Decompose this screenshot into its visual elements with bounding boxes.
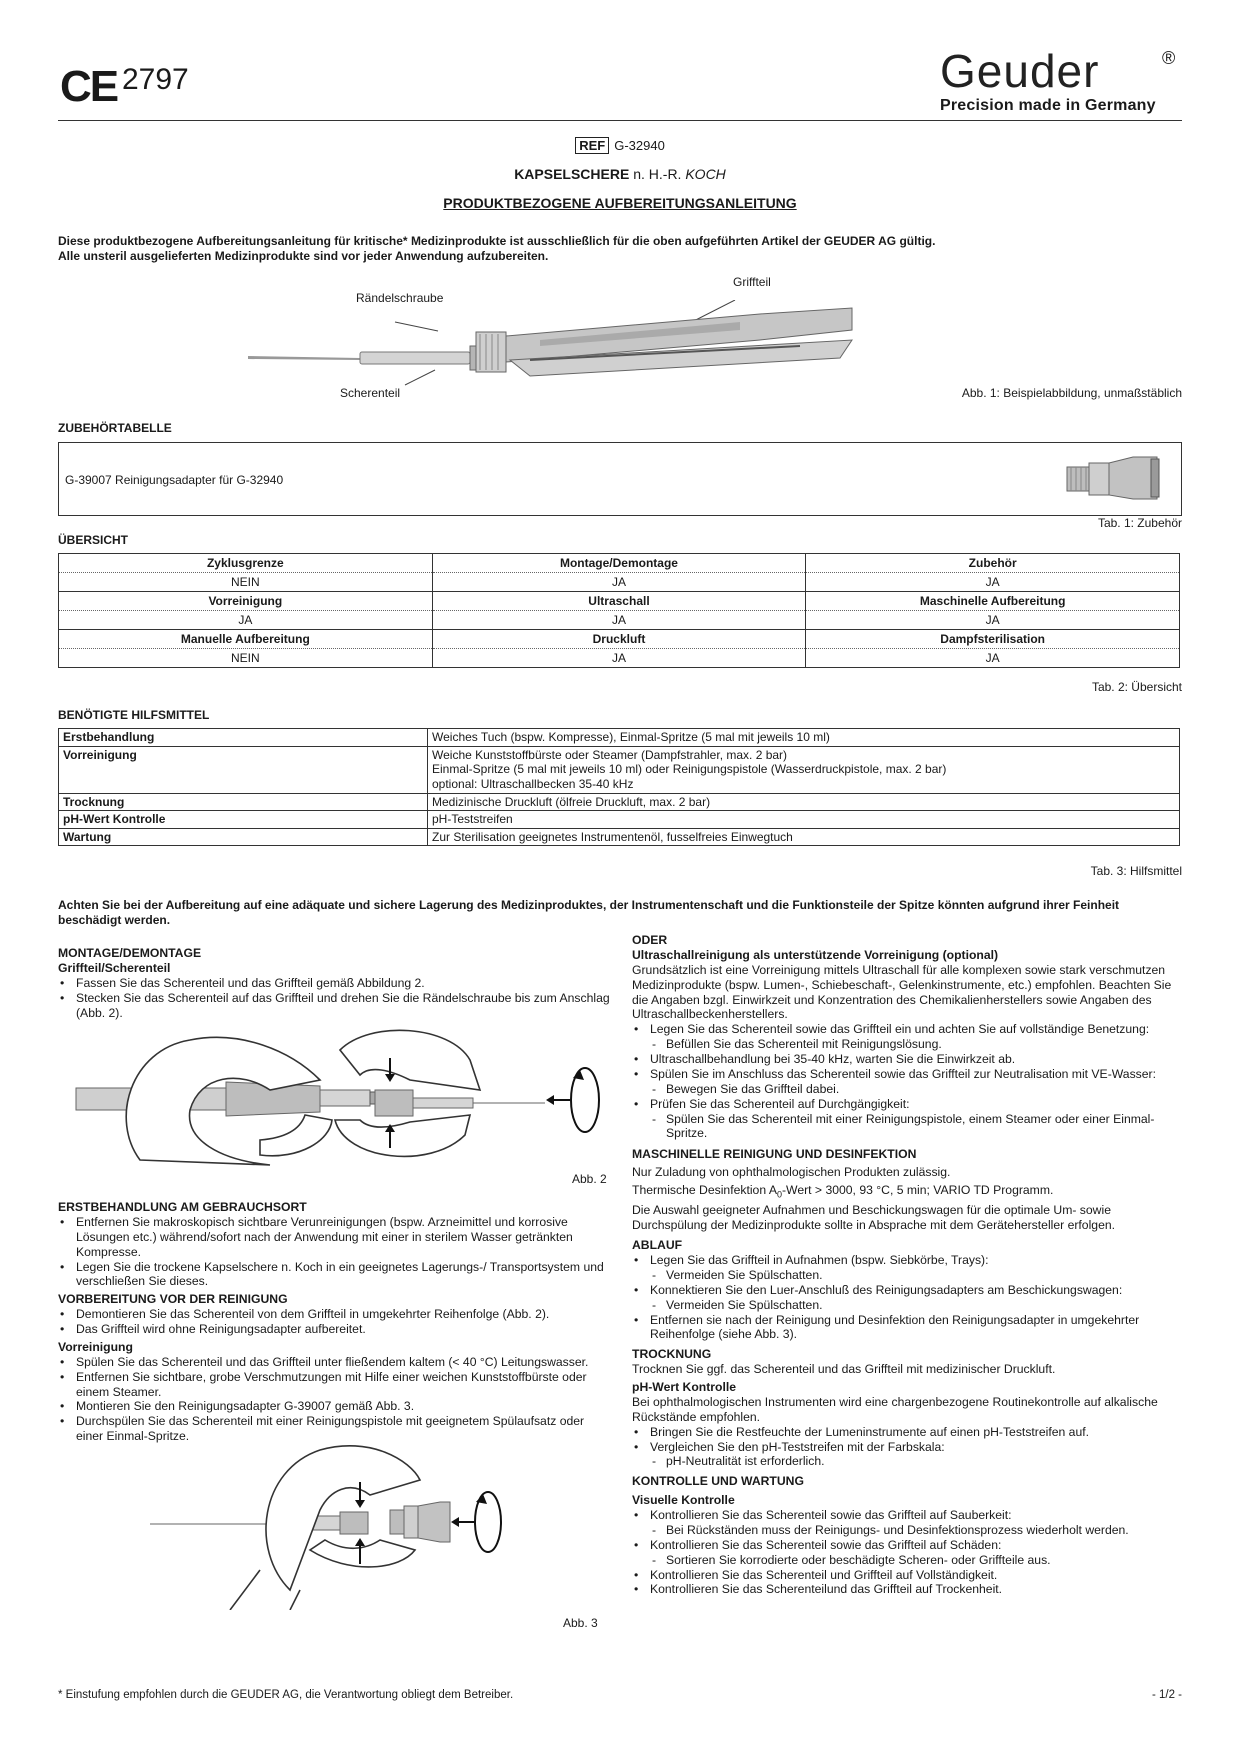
list-item: • Prüfen Sie das Scherenteil auf Durchgängigkeit: — [632, 1097, 1184, 1112]
intro-line-1: Diese produktbezogene Aufbereitungsanleitung für kritische* Medizinprodukte ist ausschließlich für die oben aufgeführten Artikel der GEUDER AG gültig. — [58, 234, 936, 248]
list-item: • Das Griffteil wird ohne Reinigungsadapter aufbereitet. — [58, 1322, 610, 1337]
overview-header: Ultraschall — [432, 592, 806, 611]
overview-table — [58, 553, 1180, 668]
list-item: • Kontrollieren Sie das Scherenteil und Griffteil auf Vollständigkeit. — [632, 1568, 1184, 1583]
overview-header: Druckluft — [432, 630, 806, 649]
list-item: • Entfernen Sie sichtbare, grobe Verschmutzungen mit Hilfe einer weichen Kunststoffbürste oder einem Steamer. — [58, 1370, 610, 1400]
aids-value — [428, 828, 1180, 846]
ph-heading: pH-Wert Kontrolle — [632, 1380, 737, 1395]
storage-warning: Achten Sie bei der Aufbereitung auf eine adäquate und sichere Lagerung des Medizinproduktes, der Instrumentenschaft und die Funktionsteile der Spitze könnten aufgrund ihrer Feinheit beschädigt werden. — [58, 898, 1120, 927]
ref-label: REF — [575, 137, 609, 154]
ce-mark: CE — [60, 62, 118, 111]
montage-heading: MONTAGE/DEMONTAGE — [58, 946, 202, 960]
list-item: • Bringen Sie die Restfeuchte der Lumeninstrumente auf einen pH-Teststreifen auf. — [632, 1425, 1184, 1440]
adapter-image — [1061, 453, 1171, 503]
logo-word: Geuder — [940, 45, 1100, 97]
aids-line: Medizinische Druckluft (ölfreie Druckluft, max. 2 bar) — [432, 794, 711, 809]
overview-header: Vorreinigung — [59, 592, 433, 611]
accessories-heading: ZUBEHÖRTABELLE — [58, 421, 172, 435]
overview-header: Dampfsterilisation — [806, 630, 1180, 649]
logo-tagline: Precision made in Germany — [940, 97, 1156, 114]
figure3-hand — [150, 1440, 530, 1610]
ref-number: G-32940 — [614, 138, 665, 153]
figure2-hands — [70, 1020, 610, 1170]
intro-line-2: Alle unsteril ausgelieferten Medizinprodukte sind vor jeder Anwendung aufzubereiten. — [58, 248, 549, 263]
vorbereitung-heading: VORBEREITUNG VOR DER REINIGUNG — [58, 1292, 288, 1307]
product-suffix: n. H.-R. — [633, 166, 682, 182]
overview-header: Zyklusgrenze — [59, 554, 433, 573]
left-column — [58, 946, 610, 1020]
aids-heading: BENÖTIGTE HILFSMITTEL — [58, 708, 210, 722]
overview-heading: ÜBERSICHT — [58, 533, 129, 547]
label-raendelschraube: Rändelschraube — [356, 291, 444, 305]
sub-item: - Vermeiden Sie Spülschatten. — [632, 1268, 1184, 1283]
machine-text-1: Nur Zuladung von ophthalmologischen Produkten zulässig. — [632, 1165, 951, 1180]
machine-text-2 — [632, 1183, 1184, 1200]
aids-line: pH-Teststreifen — [432, 812, 513, 827]
overview-value: JA — [806, 611, 1180, 630]
sub-item: - Bewegen Sie das Griffteil dabei. — [632, 1082, 1184, 1097]
list-item: • Spülen Sie das Scherenteil und das Griffteil unter fließendem kaltem (< 40 °C) Leitungswasser. — [58, 1355, 610, 1370]
intro-text — [58, 234, 1183, 263]
sub-item: - Spülen Sie das Scherenteil mit einer Reinigungspistole, einem Steamer oder einer Einmal-Spritze. — [632, 1112, 1184, 1142]
logo-registered: ® — [1162, 48, 1176, 68]
sub-item: - Vermeiden Sie Spülschatten. — [632, 1298, 1184, 1313]
oder-heading: ODER — [632, 933, 668, 947]
overview-value: JA — [432, 611, 806, 630]
overview-value: JA — [432, 573, 806, 592]
ultrasound-heading: Ultraschallreinigung als unterstützende Vorreinigung (optional) — [632, 947, 999, 962]
list-item: • Legen Sie die trockene Kapselschere n. Koch in ein geeignetes Lagerungs-/ Transportsystem und verschließen Sie dieses. — [58, 1260, 610, 1290]
footer-note: * Einstufung empfohlen durch die GEUDER AG, die Verantwortung obliegt dem Betreiber. — [58, 1689, 514, 1701]
trocknung-text: Trocknen Sie ggf. das Scherenteil und das Griffteil mit medizinischer Druckluft. — [632, 1362, 1056, 1377]
list-item: • Legen Sie das Scherenteil sowie das Griffteil ein und achten Sie auf vollständige Benetzung: — [632, 1022, 1184, 1037]
aids-line: Einmal-Spritze (5 mal mit jeweils 10 ml) oder Reinigungspistole (Wasserdruckpistole, max. 2 bar) — [432, 762, 947, 777]
list-item: • Entfernen Sie makroskopisch sichtbare Verunreinigungen (bspw. Arzneimittel und korrosive Lösungen etc.) während/sofort nach der Anwendung mit einer in sterilem Wasser getränkten Kompresse. — [58, 1215, 610, 1260]
aids-line: optional: Ultraschallbecken 35-40 kHz — [432, 776, 634, 791]
erstbehandlung-heading: ERSTBEHANDLUNG AM GEBRAUCHSORT — [58, 1200, 307, 1214]
aids-value — [428, 746, 1180, 793]
overview-value: JA — [806, 573, 1180, 592]
overview-header: Manuelle Aufbereitung — [59, 630, 433, 649]
aids-value — [428, 811, 1180, 829]
accessory-item: G-39007 Reinigungsadapter für G-32940 — [65, 473, 284, 487]
list-item: • Demontieren Sie das Scherenteil von dem Griffteil in umgekehrter Reihenfolge (Abb. 2). — [58, 1307, 610, 1322]
list-item: • Kontrollieren Sie das Scherenteil sowie das Griffteil auf Sauberkeit: — [632, 1508, 1184, 1523]
left-column-2 — [58, 1200, 610, 1444]
trocknung-heading: TROCKNUNG — [632, 1347, 712, 1362]
list-item: • Kontrollieren Sie das Scherenteil sowie das Griffteil auf Schäden: — [632, 1538, 1184, 1553]
overview-header: Zubehör — [806, 554, 1180, 573]
overview-value: JA — [59, 611, 433, 630]
product-author: KOCH — [685, 166, 726, 182]
overview-header: Montage/Demontage — [432, 554, 806, 573]
product-title — [0, 166, 1240, 183]
figure2-caption: Abb. 2 — [572, 1172, 607, 1186]
figure1-caption: Abb. 1: Beispielabbildung, unmaßstäblich — [961, 386, 1182, 400]
ph-text: Bei ophthalmologischen Instrumenten wird eine chargenbezogene Routinekontrolle auf alkalische Rückstände empfohlen. — [632, 1394, 1158, 1424]
kontrolle-heading: KONTROLLE UND WARTUNG — [632, 1474, 804, 1489]
figure3-caption: Abb. 3 — [563, 1616, 598, 1630]
label-scherenteil: Scherenteil — [340, 386, 401, 400]
aids-value — [428, 729, 1180, 747]
aids-line: Weiche Kunststoffbürste oder Steamer (Dampfstrahler, max. 2 bar) — [432, 747, 788, 762]
overview-value: NEIN — [59, 573, 433, 592]
desinfection-text: Thermische Desinfektion A — [632, 1183, 777, 1197]
overview-header: Maschinelle Aufbereitung — [806, 592, 1180, 611]
aids-key: Trocknung — [59, 793, 428, 811]
desinfection-value: -Wert > 3000, 93 °C, 5 min; VARIO TD Programm. — [781, 1183, 1054, 1197]
aids-table — [58, 728, 1180, 846]
page-number: - 1/2 - — [1151, 1689, 1182, 1701]
machine-text-3: Die Auswahl geeigneter Aufnahmen und Beschickungswagen für die optimale Um- sowie Durchspülung der Medizinprodukte sollte in Absprache mit dem Gerätehersteller erfolgen. — [632, 1203, 1116, 1233]
list-item: • Montieren Sie den Reinigungsadapter G-39007 gemäß Abb. 3. — [58, 1399, 610, 1414]
aids-key: Erstbehandlung — [59, 729, 428, 747]
aids-value — [428, 793, 1180, 811]
montage-subheading: Griffteil/Scherenteil — [58, 960, 171, 975]
geuder-logo — [940, 45, 1180, 116]
list-item: • Kontrollieren Sie das Scherenteilund das Griffteil auf Trockenheit. — [632, 1582, 1184, 1597]
overview-value: NEIN — [59, 649, 433, 668]
list-item: • Vergleichen Sie den pH-Teststreifen mit der Farbskala: — [632, 1440, 1184, 1455]
sub-item: - Bei Rückständen muss der Reinigungs- und Desinfektionsprozess wiederholt werden. — [632, 1523, 1184, 1538]
overview-value: JA — [432, 649, 806, 668]
label-griffteil: Griffteil — [733, 275, 771, 289]
accessories-table — [58, 442, 1182, 516]
list-item: • Konnektieren Sie den Luer-Anschluß des Reinigungsadapters am Beschickungswagen: — [632, 1283, 1184, 1298]
list-item: • Legen Sie das Griffteil in Aufnahmen (bspw. Siebkörbe, Trays): — [632, 1253, 1184, 1268]
right-column — [632, 933, 1184, 1597]
list-item: • Spülen Sie im Anschluss das Scherenteil sowie das Griffteil zur Neutralisation mit VE-Wasser: — [632, 1067, 1184, 1082]
machine-cleaning-heading: MASCHINELLE REINIGUNG UND DESINFEKTION — [632, 1147, 917, 1162]
overview-caption: Tab. 2: Übersicht — [1091, 680, 1182, 694]
product-name: KAPSELSCHERE — [514, 166, 630, 182]
overview-value: JA — [806, 649, 1180, 668]
list-item: • Durchspülen Sie das Scherenteil mit einer Reinigungspistole mit geeignetem Spülaufsatz oder einer Einmal-Spritze. — [58, 1414, 610, 1444]
aids-key: Wartung — [59, 828, 428, 846]
figure1-instrument — [240, 300, 870, 410]
ref-line — [0, 138, 1240, 154]
accessories-caption: Tab. 1: Zubehör — [1097, 516, 1182, 530]
sub-item: - pH-Neutralität ist erforderlich. — [632, 1454, 1184, 1469]
sub-item: - Befüllen Sie das Scherenteil mit Reinigungslösung. — [632, 1037, 1184, 1052]
sub-item: - Sortieren Sie korrodierte oder beschädigte Scheren- oder Griffteile aus. — [632, 1553, 1184, 1568]
aids-line: Weiches Tuch (bspw. Kompresse), Einmal-Spritze (5 mal mit jeweils 10 ml) — [432, 730, 830, 744]
list-item: • Entfernen sie nach der Reinigung und Desinfektion den Reinigungsadapter in umgekehrter Reihenfolge (siehe Abb. 3). — [632, 1313, 1184, 1343]
aids-line: Zur Sterilisation geeignetes Instrumentenöl, fusselfreies Einwegtuch — [432, 829, 793, 844]
document-subtitle: PRODUKTBEZOGENE AUFBEREITUNGSANLEITUNG — [443, 195, 797, 211]
ablauf-heading: ABLAUF — [632, 1238, 683, 1253]
list-item: • Fassen Sie das Scherenteil und das Griffteil gemäß Abbildung 2. — [58, 976, 610, 991]
list-item: • Stecken Sie das Scherenteil auf das Griffteil und drehen Sie die Rändelschraube bis zum Anschlag (Abb. 2). — [58, 991, 610, 1021]
aids-key: pH-Wert Kontrolle — [59, 811, 428, 829]
ce-number: 2797 — [122, 63, 189, 96]
vorreinigung-heading: Vorreinigung — [58, 1339, 133, 1354]
header-rule — [58, 120, 1182, 121]
list-item: • Ultraschallbehandlung bei 35-40 kHz, warten Sie die Einwirkzeit ab. — [632, 1052, 1184, 1067]
visual-check-heading: Visuelle Kontrolle — [632, 1493, 735, 1508]
a0-subscript: 0 — [776, 1189, 782, 1200]
aids-caption: Tab. 3: Hilfsmittel — [1090, 864, 1182, 878]
aids-key: Vorreinigung — [59, 746, 428, 793]
ultrasound-text: Grundsätzlich ist eine Vorreinigung mittels Ultraschall für alle komplexen sowie stark verschmutzen Medizinprodukte (bspw. Lumen-, Schiebeschaft-, Gelenkinstrumente, etc.) empfohlen. Beachten Sie die Angaben bzgl. Einwirkzeit und Konzentration des Chemikalienherstellers sowie Angaben des Ultraschallbeckenherstellers. — [632, 962, 1172, 1022]
